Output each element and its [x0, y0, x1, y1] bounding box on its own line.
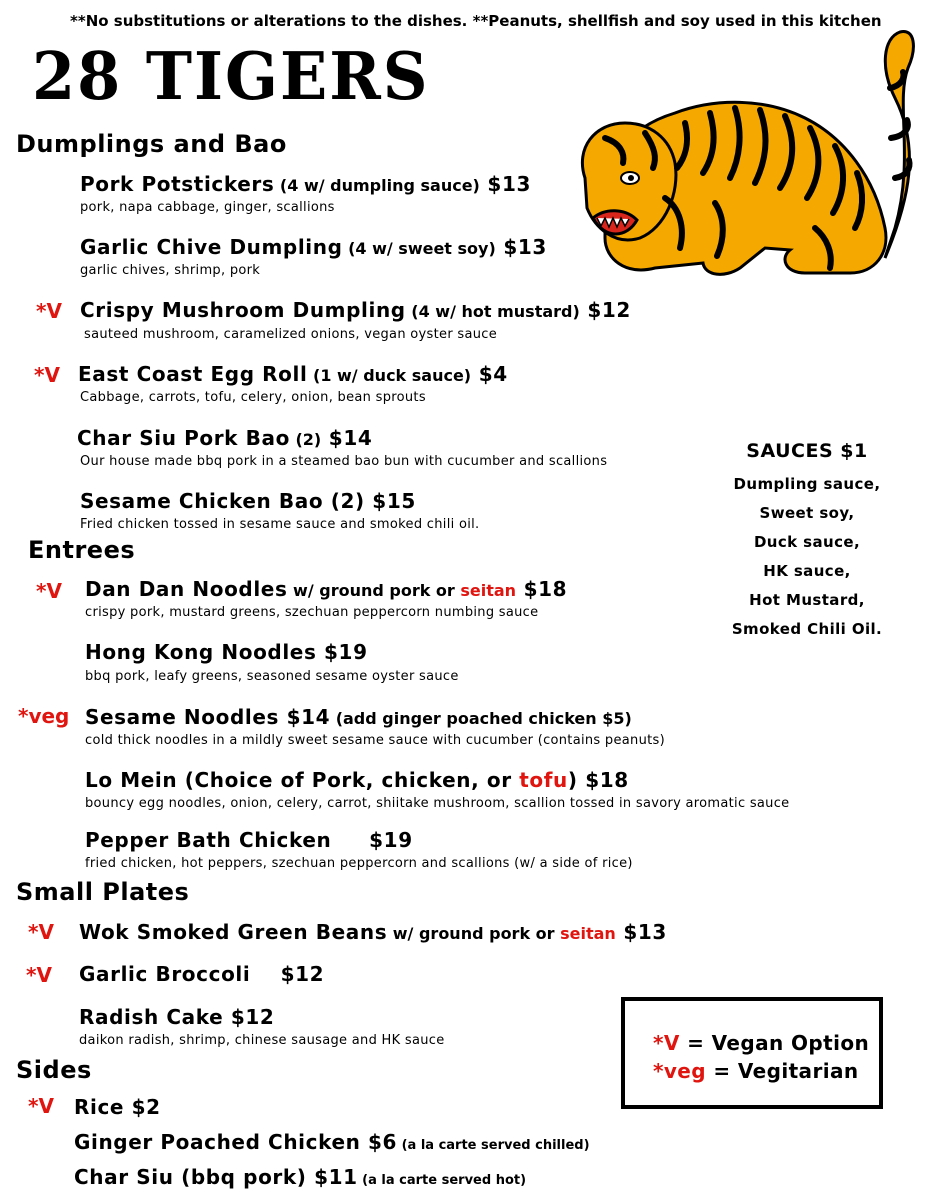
item-name: Sesame Chicken Bao (2) [80, 489, 365, 513]
legend-veg-mark: *veg [653, 1059, 706, 1083]
item-price: $4 [471, 362, 508, 386]
sauce-item: Smoked Chili Oil. [731, 620, 883, 638]
item-description: garlic chives, shrimp, pork [80, 263, 261, 278]
item-price: $19 [316, 640, 368, 664]
menu-item-pepper-bath [85, 828, 413, 852]
item-price: $12 [223, 1005, 275, 1029]
item-description: cold thick noodles in a mildly sweet sesame sauce with cucumber (contains peanuts) [85, 733, 665, 748]
restaurant-logo: 28 TIGERS [32, 38, 430, 115]
vegetarian-marker: *veg [18, 704, 70, 728]
item-name: Char Siu Pork Bao [77, 426, 290, 450]
item-description: Our house made bbq pork in a steamed bao bun with cucumber and scallions [80, 454, 608, 469]
menu-item-sesame-chicken-bao [80, 489, 416, 513]
item-price: $19 [331, 828, 413, 852]
item-name: Pepper Bath Chicken [85, 828, 332, 852]
item-name-end: ) [567, 768, 578, 792]
item-description: pork, napa cabbage, ginger, scallions [80, 200, 335, 215]
menu-item-egg-roll [78, 362, 508, 386]
item-description: crispy pork, mustard greens, szechuan peppercorn numbing sauce [85, 605, 539, 620]
item-note: (1 w/ duck sauce) [307, 366, 472, 385]
item-description: sauteed mushroom, caramelized onions, vegan oyster sauce [84, 327, 498, 342]
item-note: (4 w/ hot mustard) [405, 302, 580, 321]
sauce-item: Duck sauce, [753, 533, 861, 551]
vegan-marker: *V [36, 299, 62, 323]
sauces-panel [722, 440, 892, 644]
item-name: East Coast Egg Roll [78, 362, 308, 386]
item-note-highlight: seitan [560, 924, 616, 943]
item-description: fried chicken, hot peppers, szechuan peppercorn and scallions (w/ a side of rice) [85, 856, 633, 871]
item-price: $12 [579, 298, 631, 322]
item-description: bbq pork, leafy greens, seasoned sesame oyster sauce [85, 669, 459, 684]
item-name: Dan Dan Noodles [85, 577, 288, 601]
item-name: Char Siu (bbq pork) [74, 1165, 307, 1189]
menu-item-green-beans [79, 920, 667, 944]
item-price: $18 [577, 768, 629, 792]
item-price: $15 [364, 489, 416, 513]
section-sides: Sides [16, 1056, 92, 1084]
item-price: $13 [495, 235, 547, 259]
item-price: $14 [321, 426, 373, 450]
legend-vegan-mark: *V [653, 1031, 680, 1055]
item-note: (a la carte served chilled) [397, 1138, 590, 1153]
item-name: Wok Smoked Green Beans [79, 920, 388, 944]
menu-item-garlic-chive [80, 235, 547, 259]
menu-item-broccoli [79, 962, 324, 986]
sauce-item: Hot Mustard, [749, 591, 865, 609]
item-price: $18 [516, 577, 568, 601]
item-price: $12 [250, 962, 325, 986]
vegan-marker: *V [26, 963, 52, 987]
menu-item-pork-potstickers [80, 172, 531, 196]
menu-item-radish-cake [79, 1005, 274, 1029]
item-name: Lo Mein (Choice of Pork, chicken, or [85, 768, 520, 792]
item-note-highlight: seitan [460, 581, 517, 600]
menu-item-crispy-mushroom [80, 298, 631, 322]
item-name: Radish Cake [79, 1005, 224, 1029]
item-description: Cabbage, carrots, tofu, celery, onion, bean sprouts [80, 390, 426, 405]
tiger-illustration [565, 28, 915, 288]
kitchen-notice: **No substitutions or alterations to the dishes. **Peanuts, shellfish and soy used in this kitchen [70, 12, 882, 30]
sauce-item: Dumpling sauce, [733, 475, 881, 493]
item-name: Sesame Noodles [85, 705, 279, 729]
menu-item-sesame-noodles [85, 705, 632, 729]
item-price: $13 [615, 920, 667, 944]
item-name: Rice [74, 1095, 125, 1119]
item-name: Garlic Chive Dumpling [80, 235, 343, 259]
menu-item-lo-mein [85, 768, 629, 792]
legend-veg-text: = Vegitarian [705, 1059, 859, 1083]
sauces-title: SAUCES $1 [746, 440, 868, 462]
item-description: Fried chicken tossed in sesame sauce and smoked chili oil. [80, 517, 480, 532]
item-note: w/ ground pork or [287, 581, 461, 600]
legend-vegetarian [653, 1057, 879, 1085]
dietary-legend [621, 997, 883, 1109]
item-note: (a la carte served hot) [357, 1173, 527, 1188]
item-name-highlight: tofu [519, 768, 568, 792]
legend-vegan-text: = Vegan Option [679, 1031, 870, 1055]
item-note: (4 w/ dumpling sauce) [274, 176, 480, 195]
menu-item-char-siu [74, 1165, 526, 1189]
item-price: $14 [279, 705, 331, 729]
sauce-item: Sweet soy, [759, 504, 855, 522]
item-note: (2) [289, 430, 322, 449]
item-note: (4 w/ sweet soy) [342, 239, 496, 258]
item-description: daikon radish, shrimp, chinese sausage and HK sauce [79, 1033, 445, 1048]
menu-item-ginger-chicken [74, 1130, 590, 1154]
item-price: $11 [306, 1165, 358, 1189]
vegan-marker: *V [28, 1094, 54, 1118]
item-note: w/ ground pork or [387, 924, 561, 943]
menu-item-dan-dan [85, 577, 567, 601]
vegan-marker: *V [34, 363, 60, 387]
menu-item-hong-kong [85, 640, 368, 664]
menu-item-rice [74, 1095, 161, 1119]
vegan-marker: *V [36, 579, 62, 603]
section-small-plates: Small Plates [16, 878, 190, 906]
item-name: Ginger Poached Chicken [74, 1130, 361, 1154]
item-price: $2 [124, 1095, 161, 1119]
item-name: Hong Kong Noodles [85, 640, 317, 664]
item-description: bouncy egg noodles, onion, celery, carrot, shiitake mushroom, scallion tossed in savory aromatic sauce [85, 796, 790, 811]
item-note: (add ginger poached chicken $5) [330, 709, 632, 728]
item-name: Crispy Mushroom Dumpling [80, 298, 406, 322]
vegan-marker: *V [28, 920, 54, 944]
item-name: Garlic Broccoli [79, 962, 251, 986]
item-price: $6 [360, 1130, 398, 1154]
section-dumplings: Dumplings and Bao [16, 130, 287, 158]
sauce-item: HK sauce, [763, 562, 851, 580]
menu-item-char-siu-bao [77, 426, 372, 450]
item-price: $13 [479, 172, 531, 196]
item-name: Pork Potstickers [80, 172, 275, 196]
legend-vegan [653, 1029, 879, 1057]
section-entrees: Entrees [28, 536, 136, 564]
